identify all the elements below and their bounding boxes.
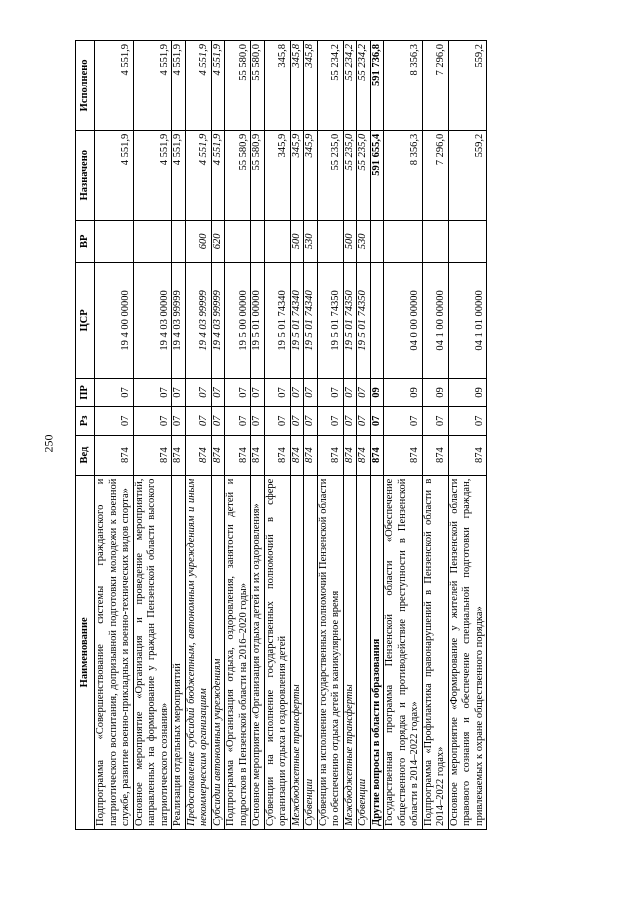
- table-row: [290, 41, 304, 830]
- cell-vr: [225, 220, 251, 263]
- cell-pr: 07: [264, 378, 290, 406]
- cell-name: Субвенции: [357, 475, 371, 829]
- cell-assigned: 345,9: [290, 130, 304, 220]
- table-row: [370, 41, 384, 830]
- header-csr: ЦСР: [76, 263, 95, 379]
- table-row: [264, 41, 290, 830]
- cell-executed: 4 551,9: [185, 41, 211, 131]
- cell-ved: 874: [185, 435, 211, 475]
- cell-executed: 55 580,0: [225, 41, 251, 131]
- table-row: [384, 41, 423, 830]
- cell-pr: 09: [422, 378, 448, 406]
- cell-pr: 07: [290, 378, 304, 406]
- cell-pr: 07: [343, 378, 357, 406]
- cell-vr: 530: [357, 220, 371, 263]
- cell-executed: 4 551,9: [172, 41, 186, 131]
- page-number: 250: [41, 434, 56, 453]
- header-vr: ВР: [76, 220, 95, 263]
- cell-csr: 19 5 01 74350: [317, 263, 343, 379]
- cell-assigned: 55 580,9: [225, 130, 251, 220]
- table-row: [304, 41, 318, 830]
- cell-executed: 345,8: [304, 41, 318, 131]
- cell-ved: 874: [370, 435, 384, 475]
- cell-executed: 4 551,9: [211, 41, 225, 131]
- table-row: [172, 41, 186, 830]
- header-rz: Рз: [76, 407, 95, 435]
- cell-csr: 04 1 01 00000: [448, 263, 487, 379]
- cell-executed: 8 356,3: [384, 41, 423, 131]
- cell-name: Основное мероприятие «Формирование у жителей Пензенской области правового сознания и обеспечение специальной подготовки граждан, привлекаемых к охране общественного порядка»: [448, 475, 487, 829]
- cell-assigned: 4 551,9: [185, 130, 211, 220]
- cell-vr: [422, 220, 448, 263]
- cell-vr: [95, 220, 134, 263]
- cell-rz: 07: [304, 407, 318, 435]
- cell-rz: 07: [290, 407, 304, 435]
- cell-csr: 19 5 01 74340: [264, 263, 290, 379]
- cell-pr: 07: [211, 378, 225, 406]
- cell-rz: 07: [95, 407, 134, 435]
- cell-name: Субсидии автономным учреждениям: [211, 475, 225, 829]
- cell-ved: 874: [251, 435, 265, 475]
- cell-ved: 874: [133, 435, 172, 475]
- cell-assigned: 4 551,9: [133, 130, 172, 220]
- cell-rz: 07: [317, 407, 343, 435]
- cell-vr: 620: [211, 220, 225, 263]
- cell-rz: 07: [251, 407, 265, 435]
- cell-assigned: 8 356,3: [384, 130, 423, 220]
- cell-pr: 07: [185, 378, 211, 406]
- cell-pr: 07: [251, 378, 265, 406]
- cell-executed: 4 551,9: [95, 41, 134, 131]
- cell-pr: 09: [384, 378, 423, 406]
- cell-name: Подпрограмма «Совершенствование системы гражданского и патриотического воспитания, допризывной подготовки молодежи к военной службе, развитие военно-прикладных и военно-технических видов спорта»: [95, 475, 134, 829]
- cell-csr: 04 0 00 00000: [384, 263, 423, 379]
- cell-pr: 07: [172, 378, 186, 406]
- cell-executed: 345,8: [264, 41, 290, 131]
- table-row: [357, 41, 371, 830]
- cell-csr: 19 4 00 00000: [95, 263, 134, 379]
- cell-csr: 19 4 03 00000: [133, 263, 172, 379]
- cell-assigned: 345,9: [304, 130, 318, 220]
- cell-name: Межбюджетные трансферты: [343, 475, 357, 829]
- cell-csr: [370, 263, 384, 379]
- cell-executed: 591 736,8: [370, 41, 384, 131]
- cell-ved: 874: [384, 435, 423, 475]
- cell-name: Субвенции: [304, 475, 318, 829]
- cell-assigned: 55 580,9: [251, 130, 265, 220]
- cell-assigned: 4 551,9: [172, 130, 186, 220]
- cell-ved: 874: [172, 435, 186, 475]
- cell-csr: 19 5 00 00000: [225, 263, 251, 379]
- cell-csr: 04 1 00 00000: [422, 263, 448, 379]
- header-name: Наименование: [76, 475, 95, 829]
- table-row: [211, 41, 225, 830]
- cell-name: Реализация отдельных мероприятий: [172, 475, 186, 829]
- table-body: [95, 41, 487, 830]
- cell-rz: 07: [225, 407, 251, 435]
- cell-vr: [251, 220, 265, 263]
- cell-vr: 500: [290, 220, 304, 263]
- cell-assigned: 559,2: [448, 130, 487, 220]
- table-header-row: [76, 41, 95, 830]
- cell-assigned: 345,9: [264, 130, 290, 220]
- cell-rz: 07: [422, 407, 448, 435]
- cell-assigned: 7 296,0: [422, 130, 448, 220]
- table-row: [422, 41, 448, 830]
- cell-vr: 530: [304, 220, 318, 263]
- cell-executed: 559,2: [448, 41, 487, 131]
- table-row: [133, 41, 172, 830]
- table-row: [448, 41, 487, 830]
- rotated-page: [75, 40, 575, 830]
- cell-vr: 500: [343, 220, 357, 263]
- header-ved: Вед: [76, 435, 95, 475]
- cell-executed: 4 551,9: [133, 41, 172, 131]
- table-row: [225, 41, 251, 830]
- cell-name: Основное мероприятие «Организация отдыха детей и их оздоровления»: [251, 475, 265, 829]
- cell-rz: 07: [384, 407, 423, 435]
- cell-pr: 07: [357, 378, 371, 406]
- cell-assigned: 55 235,0: [343, 130, 357, 220]
- cell-pr: 09: [370, 378, 384, 406]
- cell-name: Подпрограмма «Организация отдыха, оздоровления, занятости детей и подростков в Пензенской области на 2016–2020 годы»: [225, 475, 251, 829]
- cell-ved: 874: [264, 435, 290, 475]
- cell-pr: 07: [95, 378, 134, 406]
- cell-rz: 07: [264, 407, 290, 435]
- cell-name: Предоставление субсидий бюджетным, автономным учреждениям и иным некоммерческим организациям: [185, 475, 211, 829]
- cell-vr: [448, 220, 487, 263]
- cell-rz: 07: [357, 407, 371, 435]
- cell-name: Межбюджетные трансферты: [290, 475, 304, 829]
- cell-ved: 874: [95, 435, 134, 475]
- budget-table: [75, 40, 487, 830]
- cell-executed: 55 580,0: [251, 41, 265, 131]
- cell-name: Подпрограмма «Профилактика правонарушений в Пензенской области в 2014–2022 годах»: [422, 475, 448, 829]
- cell-rz: 07: [133, 407, 172, 435]
- cell-executed: 7 296,0: [422, 41, 448, 131]
- cell-rz: 07: [370, 407, 384, 435]
- cell-ved: 874: [422, 435, 448, 475]
- cell-assigned: 55 235,0: [317, 130, 343, 220]
- cell-csr: 19 5 01 74340: [304, 263, 318, 379]
- cell-assigned: 4 551,9: [211, 130, 225, 220]
- cell-rz: 07: [185, 407, 211, 435]
- cell-ved: 874: [290, 435, 304, 475]
- cell-ved: 874: [225, 435, 251, 475]
- cell-assigned: 591 655,4: [370, 130, 384, 220]
- header-executed: Исполнено: [76, 41, 95, 131]
- table-row: [185, 41, 211, 830]
- cell-pr: 07: [133, 378, 172, 406]
- cell-csr: 19 5 01 00000: [251, 263, 265, 379]
- table-row: [343, 41, 357, 830]
- cell-csr: 19 4 03 99999: [172, 263, 186, 379]
- table-row: [95, 41, 134, 830]
- cell-pr: 07: [317, 378, 343, 406]
- cell-vr: [264, 220, 290, 263]
- cell-pr: 07: [304, 378, 318, 406]
- cell-assigned: 55 235,0: [357, 130, 371, 220]
- cell-csr: 19 5 01 74350: [357, 263, 371, 379]
- cell-pr: 09: [448, 378, 487, 406]
- cell-rz: 07: [448, 407, 487, 435]
- header-pr: ПР: [76, 378, 95, 406]
- cell-executed: 55 234,2: [317, 41, 343, 131]
- cell-vr: 600: [185, 220, 211, 263]
- cell-vr: [133, 220, 172, 263]
- cell-vr: [384, 220, 423, 263]
- cell-csr: 19 4 03 99999: [185, 263, 211, 379]
- cell-executed: 345,8: [290, 41, 304, 131]
- cell-ved: 874: [304, 435, 318, 475]
- cell-name: Другие вопросы в области образования: [370, 475, 384, 829]
- cell-vr: [317, 220, 343, 263]
- cell-executed: 55 234,2: [357, 41, 371, 131]
- table-row: [251, 41, 265, 830]
- cell-ved: 874: [211, 435, 225, 475]
- cell-ved: 874: [357, 435, 371, 475]
- cell-name: Основное мероприятие «Организация и проведение мероприятий, направленных на формирование у граждан Пензенской области высокого патриотического сознания»: [133, 475, 172, 829]
- cell-rz: 07: [211, 407, 225, 435]
- cell-vr: [172, 220, 186, 263]
- cell-rz: 07: [343, 407, 357, 435]
- cell-pr: 07: [225, 378, 251, 406]
- cell-ved: 874: [343, 435, 357, 475]
- cell-vr: [370, 220, 384, 263]
- cell-assigned: 4 551,9: [95, 130, 134, 220]
- table-row: [317, 41, 343, 830]
- cell-csr: 19 4 03 99999: [211, 263, 225, 379]
- cell-csr: 19 5 01 74340: [290, 263, 304, 379]
- cell-ved: 874: [448, 435, 487, 475]
- cell-ved: 874: [317, 435, 343, 475]
- cell-name: Субвенции на исполнение государственных полномочий в сфере организации отдыха и оздоровления детей: [264, 475, 290, 829]
- cell-rz: 07: [172, 407, 186, 435]
- cell-name: Субвенции на исполнение государственных полномочий Пензенской области по обеспечению отдыха детей в каникулярное время: [317, 475, 343, 829]
- header-assigned: Назначено: [76, 130, 95, 220]
- cell-csr: 19 5 01 74350: [343, 263, 357, 379]
- cell-executed: 55 234,2: [343, 41, 357, 131]
- cell-name: Государственная программа Пензенской области «Обеспечение общественного порядка и противодействие преступности в Пензенской области в 2014–2022 годах»: [384, 475, 423, 829]
